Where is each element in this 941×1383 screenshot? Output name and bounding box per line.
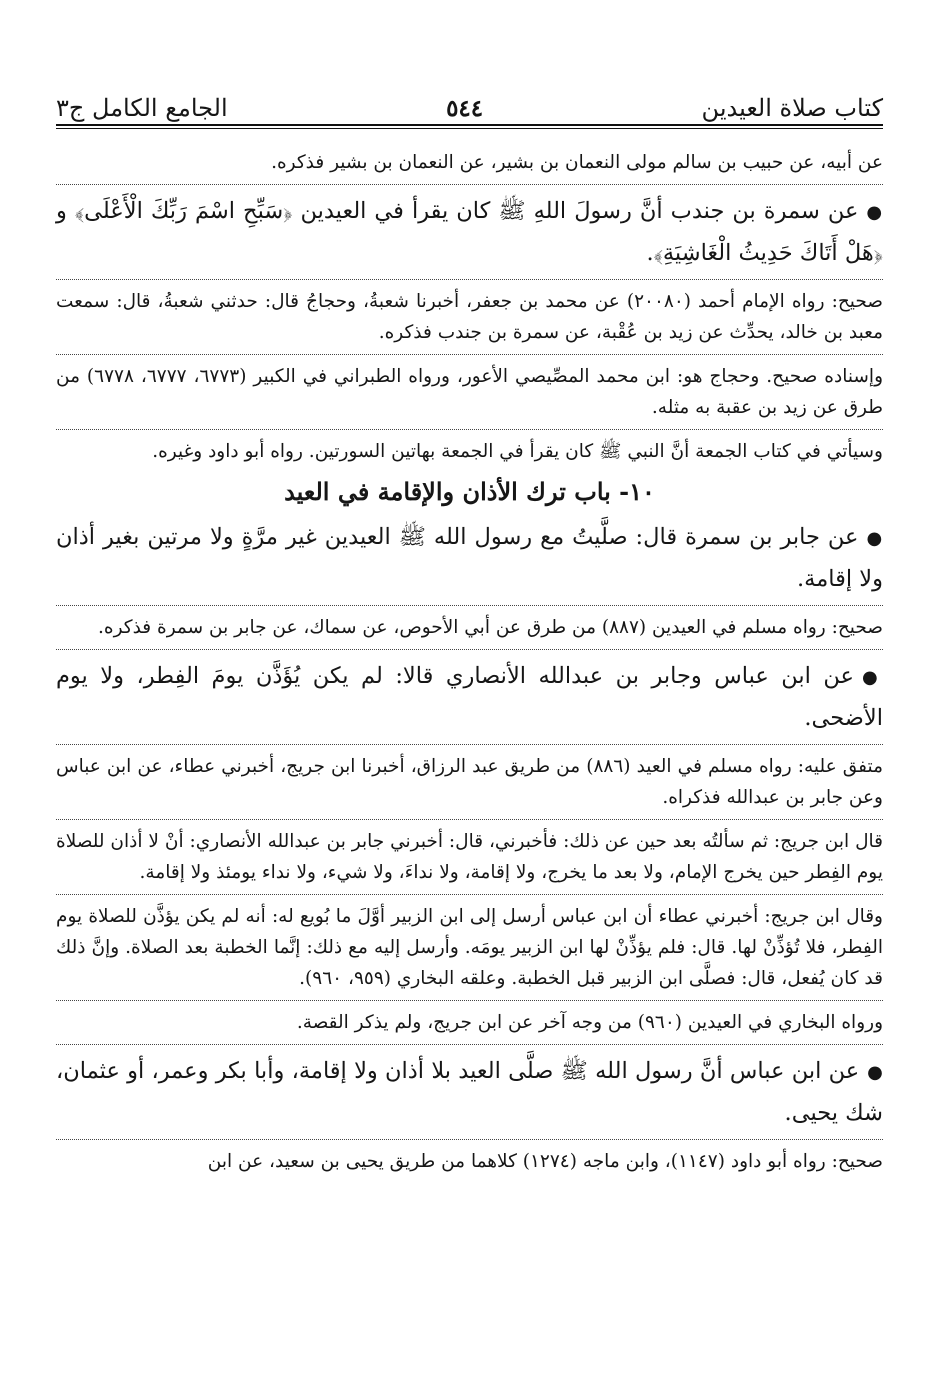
paragraph-separator xyxy=(56,894,883,895)
paragraph-separator xyxy=(56,1044,883,1045)
paragraph-separator xyxy=(56,1000,883,1001)
commentary-paragraph: ورواه البخاري في العيدين (٩٦٠) من وجه آخر عن ابن جريج، ولم يذكر القصة. xyxy=(296,1012,883,1033)
hadith-text: عن جابر بن سمرة قال: صلَّيتُ مع رسول الله ﷺ العيدين غير مرَّةٍ ولا مرتين بغير أذان ولا إقامة. xyxy=(56,524,883,592)
bullet-icon: ● xyxy=(867,1062,883,1083)
paragraph-separator xyxy=(56,649,883,650)
chapter-title: كتاب صلاة العيدين xyxy=(701,94,883,122)
page-body xyxy=(56,147,883,1177)
paragraph-separator xyxy=(56,354,883,355)
hadith-paragraph xyxy=(56,1051,883,1133)
header-rule xyxy=(56,124,883,129)
paragraph-separator xyxy=(56,279,883,280)
bullet-icon: ● xyxy=(861,667,883,688)
bullet-icon: ● xyxy=(866,528,883,549)
chapter-heading: ١٠- باب ترك الأذان والإقامة في العيد xyxy=(284,477,655,506)
paragraph-separator xyxy=(56,184,883,185)
commentary-paragraph: صحيح: رواه أبو داود (١١٤٧)، وابن ماجه (١٢٧٤) كلاهما من طريق يحيى بن سعيد، عن ابن xyxy=(207,1151,883,1172)
hadith-paragraph xyxy=(56,656,883,738)
book-title: الجامع الكامل ج٣ xyxy=(56,94,228,122)
commentary-paragraph: صحيح: رواه الإمام أحمد (٢٠٠٨٠) عن محمد بن جعفر، أخبرنا شعبةُ، وحجاجُ قال: حدثني شعبةُ، قال: سمعت معبد بن خالد، يحدِّث عن زيد بن عُقْبة، عن سمرة بن جندب فذكره. xyxy=(56,291,883,343)
hadith-paragraph xyxy=(56,517,883,599)
hadith-paragraph xyxy=(56,191,883,273)
paragraph-separator xyxy=(56,744,883,745)
paragraph-separator xyxy=(56,605,883,606)
commentary-paragraph: صحيح: رواه مسلم في العيدين (٨٨٧) من طرق عن أبي الأحوص، عن سماك، عن جابر بن سمرة فذكره. xyxy=(98,617,883,638)
commentary-paragraph: قال ابن جريج: ثم سألتُه بعد حين عن ذلك: فأخبرني، قال: أخبرني جابر بن عبدالله الأنصاري: أنْ لا أذان للصلاة يوم الفِطر حين يخرج الإمام، ولا بعد ما يخرج، ولا إقامة، ولا نداءَ، ولا شيء، ولا نداء يومئذ ولا إقامة. xyxy=(56,831,883,883)
commentary-paragraph: عن أبيه، عن حبيب بن سالم مولى النعمان بن بشير، عن النعمان بن بشير فذكره. xyxy=(271,152,883,173)
page-number: ٥٤٤ xyxy=(446,95,484,122)
hadith-text: عن ابن عباس وجابر بن عبدالله الأنصاري قالا: لم يكن يُؤَذَّن يومَ الفِطر، ولا يوم الأضحى. xyxy=(56,663,883,731)
hadith-text: عن ابن عباس أنَّ رسول الله ﷺ صلَّى العيد بلا أذان ولا إقامة، وأبا بكر وعمر، أو عثمان، شك يحيى. xyxy=(56,1058,883,1126)
paragraph-separator xyxy=(56,429,883,430)
bullet-icon: ● xyxy=(866,202,883,223)
commentary-paragraph: وقال ابن جريج: أخبرني عطاء أن ابن عباس أرسل إلى ابن الزبير أوَّلَ ما بُويع له: أنه لم يكن يؤذَّن للصلاة يوم الفِطر، فلا تُؤذِّنْ لها. قال: فلم يؤذِّنْ لها ابن الزبير يومَه. وأرسل إليه مع ذلك: إنَّما الخطبة بعد الصلاة. وإنَّ ذلك قد كان يُفعل، قال: فصلَّى ابن الزبير قبل الخطبة. وعلقه البخاري (٩٥٩، ٩٦٠). xyxy=(56,906,883,989)
paragraph-separator xyxy=(56,819,883,820)
commentary-paragraph: وسيأتي في كتاب الجمعة أنَّ النبي ﷺ كان يقرأ في الجمعة بهاتين السورتين. رواه أبو داود وغيره. xyxy=(152,441,883,462)
paragraph-separator xyxy=(56,1139,883,1140)
running-header xyxy=(56,0,883,120)
hadith-text: عن سمرة بن جندب أنَّ رسولَ اللهِ ﷺ كان يقرأ في العيدين ﴿سَبِّحِ اسْمَ رَبِّكَ الْأَعْلَى﴾ و ﴿هَلْ أَتَاكَ حَدِيثُ الْغَاشِيَةِ﴾. xyxy=(56,198,883,266)
commentary-paragraph: متفق عليه: رواه مسلم في العيد (٨٨٦) من طريق عبد الرزاق، أخبرنا ابن جريج، أخبرني عطاء، عن ابن عباس وعن جابر بن عبدالله فذكراه. xyxy=(56,756,883,808)
commentary-paragraph: وإسناده صحيح. وحجاج هو: ابن محمد المصِّيصي الأعور، ورواه الطبراني في الكبير (٦٧٧٣، ٦٧٧٧، ٦٧٧٨) من طرق عن زيد بن عقبة به مثله. xyxy=(56,366,884,418)
